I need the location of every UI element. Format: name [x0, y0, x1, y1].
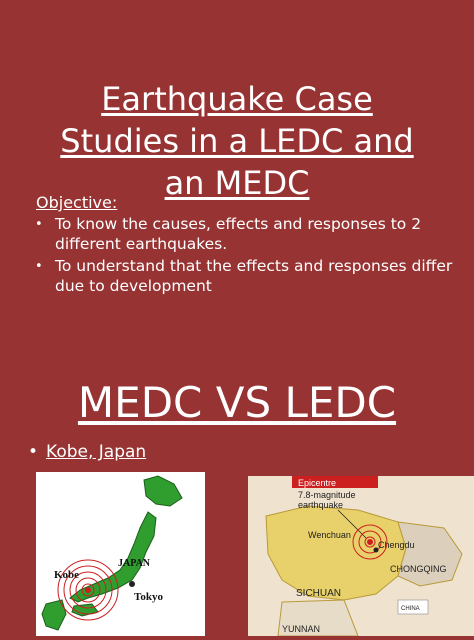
wenchuan-map-label: Wenchuan	[308, 530, 351, 540]
sichuan-map-label: SICHUAN	[296, 588, 342, 599]
comparison-heading: MEDC VS LEDC	[77, 378, 397, 427]
epicentre-label: Epicentre	[298, 478, 337, 488]
tokyo-marker	[129, 581, 135, 587]
objective-text: To know the causes, effects and responses to 2 different earthquakes.	[55, 215, 422, 253]
yunnan-map-label: YUNNAN	[282, 624, 321, 634]
title-line-3: an MEDC	[164, 164, 310, 202]
magnitude-label-line2: earthquake	[298, 500, 344, 510]
japan-map-graphic	[36, 472, 205, 636]
chongqing-map-label: CHONGQING	[390, 564, 447, 574]
tokyo-map-label: Tokyo	[134, 591, 163, 603]
magnitude-label-line1: 7.8-magnitude	[298, 490, 356, 500]
china-inset-label: CHINA	[401, 606, 420, 612]
page-title	[0, 78, 474, 204]
china-map	[248, 476, 474, 636]
chengdu-map-label: Chengdu	[378, 540, 415, 550]
title-line-2: Studies in a LEDC and	[60, 122, 414, 160]
japan-map	[36, 472, 205, 636]
china-map-graphic	[248, 476, 474, 636]
case-item-label[interactable]: Kobe, Japan	[46, 442, 147, 462]
kobe-map-label: Kobe	[54, 569, 80, 581]
japan-map-label: JAPAN	[118, 558, 151, 569]
wenchuan-marker	[367, 539, 373, 545]
objective-text: To understand that the effects and responses differ due to development	[55, 257, 453, 295]
objective-list	[34, 215, 454, 299]
bullet-icon: •	[28, 442, 39, 462]
bullet-icon: •	[35, 217, 43, 232]
objective-item	[34, 215, 454, 254]
objective-item	[34, 257, 454, 296]
title-line-1: Earthquake Case	[101, 80, 373, 118]
objective-label: Objective:	[36, 193, 118, 212]
kobe-marker	[85, 587, 91, 593]
case-item-kobe	[28, 442, 146, 462]
bullet-icon: •	[35, 259, 43, 274]
